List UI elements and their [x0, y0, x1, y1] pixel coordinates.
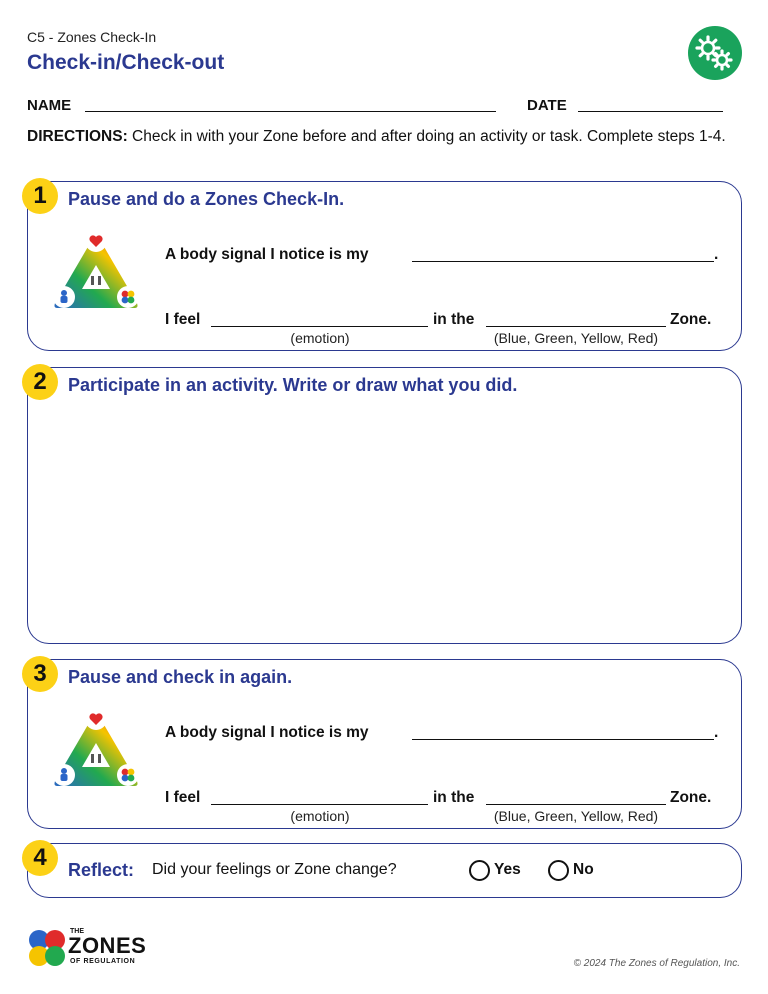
period: .: [714, 246, 719, 263]
no-label: No: [573, 861, 594, 878]
date-label: DATE: [527, 97, 567, 114]
zones-triangle-icon: [50, 227, 142, 311]
directions-label: DIRECTIONS:: [27, 128, 128, 145]
step-2-title: Participate in an activity. Write or draw what you did.: [68, 375, 518, 395]
step-3-title: Pause and check in again.: [68, 667, 293, 687]
logo-zones: ZONES: [68, 933, 147, 958]
emotion-hint: (emotion): [290, 808, 350, 824]
zones-triangle-icon: [50, 705, 142, 789]
name-label: NAME: [27, 97, 72, 114]
logo-the: THE: [70, 928, 84, 935]
zone-label: Zone.: [670, 789, 712, 806]
step-2-box[interactable]: [27, 367, 742, 644]
no-radio[interactable]: [548, 860, 569, 881]
feel-label: I feel: [165, 789, 201, 806]
period: .: [714, 724, 719, 741]
logo-of-regulation: OF REGULATION: [70, 958, 136, 965]
reflect-question: Did your feelings or Zone change?: [152, 861, 397, 878]
page-title: Check-in/Check-out: [27, 51, 225, 74]
in-the-label: in the: [433, 311, 475, 328]
zone-hint: (Blue, Green, Yellow, Red): [493, 330, 659, 346]
body-signal-field[interactable]: [412, 261, 714, 262]
emotion-field[interactable]: [211, 326, 428, 327]
body-signal-label: A body signal I notice is my: [165, 724, 369, 741]
zone-label: Zone.: [670, 311, 712, 328]
step-1-number: 1: [22, 178, 58, 214]
body-signal-label: A body signal I notice is my: [165, 246, 369, 263]
step-1-title: Pause and do a Zones Check-In.: [68, 189, 345, 209]
in-the-label: in the: [433, 789, 475, 806]
step-2-number: 2: [22, 364, 58, 400]
date-field[interactable]: [578, 111, 723, 112]
copyright: © 2024 The Zones of Regulation, Inc.: [573, 958, 740, 969]
step-4-title: Reflect:: [68, 860, 135, 880]
name-field[interactable]: [85, 111, 496, 112]
body-signal-field[interactable]: [412, 739, 714, 740]
gears-icon: [688, 26, 742, 80]
emotion-field[interactable]: [211, 804, 428, 805]
worksheet-code: C5 - Zones Check-In: [27, 29, 157, 45]
feel-label: I feel: [165, 311, 201, 328]
zone-field[interactable]: [486, 326, 666, 327]
yes-label: Yes: [494, 861, 521, 878]
step-4-number: 4: [22, 840, 58, 876]
directions-text: Check in with your Zone before and after doing an activity or task. Complete steps 1-4.: [127, 128, 726, 145]
step-3-number: 3: [22, 656, 58, 692]
emotion-hint: (emotion): [290, 330, 350, 346]
zones-logo-icon: [26, 927, 68, 969]
directions: [27, 127, 737, 146]
yes-radio[interactable]: [469, 860, 490, 881]
zone-hint: (Blue, Green, Yellow, Red): [493, 808, 659, 824]
zone-field[interactable]: [486, 804, 666, 805]
